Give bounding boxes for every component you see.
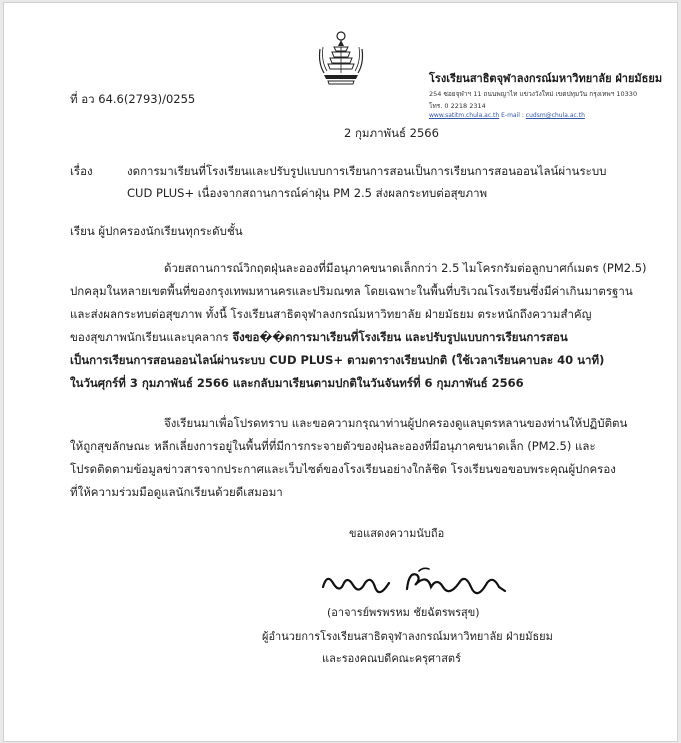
body-p2-line-4: ที่ให้ความร่วมมือดูแลนักเรียนด้วยดีเสมอมา xyxy=(70,485,283,499)
body-p1-line-4-bold: จึงขอ��ดการมาเรียนที่โรงเรียน และปรับรูปแบบการเรียนการสอน xyxy=(232,330,568,344)
body-p1-line-3: และส่งผลกระทบต่อสุขภาพ ทั้งนี้ โรงเรียนสาธิตจุฬาลงกรณ์มหาวิทยาลัย ฝ่ายมัธยม ตระหนักถึงความสำคัญ xyxy=(70,307,592,321)
signatory-position-1: ผู้อำนวยการโรงเรียนสาธิตจุฬาลงกรณ์มหาวิทยาลัย ฝ่ายมัธยม xyxy=(262,630,553,643)
website-link[interactable]: www.satitm.chula.ac.th xyxy=(429,112,500,119)
letter-page xyxy=(3,2,678,742)
body-p1-line-6: ในวันศุกร์ที่ 3 กุมภาพันธ์ 2566 และกลับมาเรียนตามปกติในวันจันทร์ที่ 6 กุมภาพันธ์ 2566 xyxy=(70,376,524,390)
email-link[interactable]: cudsm@chula.ac.th xyxy=(525,112,585,119)
subject-line-2: CUD PLUS+ เนื่องจากสถานการณ์ค่าฝุ่น PM 2.5 ส่งผลกระทบต่อสุขภาพ xyxy=(127,186,488,200)
document-number: ที่ อว 64.6(2793)/0255 xyxy=(70,92,196,106)
email-label: E-mail : xyxy=(501,112,524,119)
school-crest-logo xyxy=(316,29,366,87)
school-phone: โทร. 0 2218 2314 xyxy=(429,102,486,110)
salutation: เรียน ผู้ปกครองนักเรียนทุกระดับชั้น xyxy=(70,224,243,238)
body-p2-line-3: โปรดติดตามข้อมูลข่าวสารจากประกาศและเว็บไซต์ของโรงเรียนอย่างใกล้ชิด โรงเรียนขอขอบพระคุณผู้ปกครอง xyxy=(70,462,616,476)
contact-line xyxy=(429,111,674,120)
body-p1-line-5: เป็นการเรียนการสอนออนไลน์ผ่านระบบ CUD PLUS+ ตามตารางเรียนปกติ (ใช้เวลาเรียนคาบละ 40 นาที) xyxy=(70,353,605,367)
body-p1-line-1: ด้วยสถานการณ์วิกฤตฝุ่นละอองที่มีอนุภาคขนาดเล็กกว่า 2.5 ไมโครกรัมต่อลูกบาศก์เมตร (PM2.5) xyxy=(164,261,647,275)
signatory-name: (อาจารย์พรพรหม ชัยฉัตรพรสุข) xyxy=(327,606,480,619)
body-p1-line-2: ปกคลุมในหลายเขตพื้นที่ของกรุงเทพมหานครและปริมณฑล โดยเฉพาะในพื้นที่บริเวณโรงเรียนซึ่งมีค่าเกินมาตรฐาน xyxy=(70,284,633,298)
handwritten-signature xyxy=(319,565,519,595)
school-name: โรงเรียนสาธิตจุฬาลงกรณ์มหาวิทยาลัย ฝ่ายมัธยม xyxy=(429,72,663,85)
letter-date: 2 กุมภาพันธ์ 2566 xyxy=(344,126,439,140)
body-p1-line-4 xyxy=(70,329,568,347)
closing-phrase: ขอแสดงความนับถือ xyxy=(349,527,445,540)
body-p2-line-2: ให้ถูกสุขลักษณะ หลีกเลี่ยงการอยู่ในพื้นที่ที่มีการกระจายตัวของฝุ่นละอองที่มีอนุภาคขนาดเล็ก (PM2.5) และ xyxy=(70,439,596,453)
subject-line-1: งดการมาเรียนที่โรงเรียนและปรับรูปแบบการเรียนการสอนเป็นการเรียนการสอนออนไลน์ผ่านระบบ xyxy=(127,164,607,178)
subject-label: เรื่อง xyxy=(70,164,93,178)
body-p1-line-4-regular: ของสุขภาพนักเรียนและบุคลากร xyxy=(70,330,229,344)
body-p2-line-1: จึงเรียนมาเพื่อโปรดทราบ และขอความกรุณาท่านผู้ปกครองดูแลบุตรหลานของท่านให้ปฏิบัติตน xyxy=(164,416,628,430)
school-address: 254 ซอยจุฬาฯ 11 ถนนพญาไท แขวงวังใหม่ เขตปทุมวัน กรุงเทพฯ 10330 xyxy=(429,90,638,98)
letterhead xyxy=(429,69,674,120)
signatory-position-2: และรองคณบดีคณะครุศาสตร์ xyxy=(322,652,461,665)
